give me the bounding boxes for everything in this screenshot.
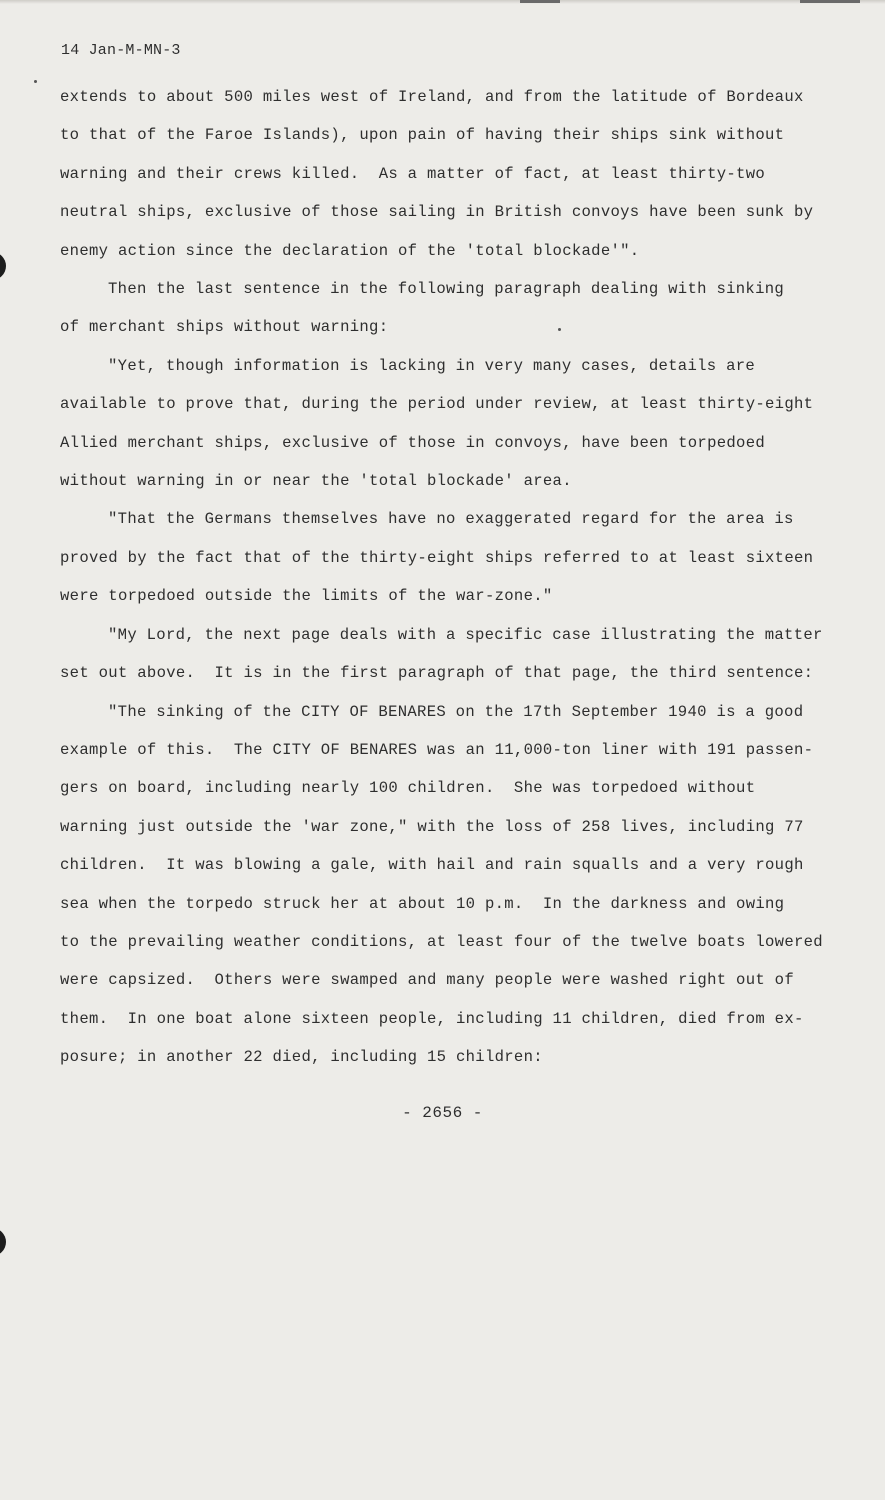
page-number: - 2656 -: [402, 1104, 483, 1122]
text-line: Then the last sentence in the following paragraph dealing with sinking: [108, 280, 785, 299]
text-line: sea when the torpedo struck her at about 10 p.m. In the darkness and owing: [60, 894, 785, 913]
text-line: "That the Germans themselves have no exaggerated regard for the area is: [108, 510, 794, 529]
text-line: "Yet, though information is lacking in very many cases, details are: [108, 356, 756, 375]
text-line: them. In one boat alone sixteen people, including 11 children, died from ex-: [60, 1009, 804, 1028]
text-line: proved by the fact that of the thirty-eight ships referred to at least sixteen: [60, 548, 814, 567]
text-line: enemy action since the declaration of the 'total blockade'".: [60, 241, 640, 260]
stray-mark: [34, 80, 37, 83]
punch-hole: [0, 1228, 6, 1256]
text-line: "The sinking of the CITY OF BENARES on the 17th September 1940 is a good: [108, 702, 804, 721]
text-line: Allied merchant ships, exclusive of those in convoys, have been torpedoed: [60, 433, 766, 452]
text-line: of merchant ships without warning:: [60, 318, 389, 337]
text-line: warning just outside the 'war zone," with the loss of 258 lives, including 77: [60, 817, 804, 836]
text-line: available to prove that, during the period under review, at least thirty-eight: [60, 395, 814, 414]
text-line: posure; in another 22 died, including 15 children:: [60, 1048, 543, 1067]
top-edge-mark: [520, 0, 560, 3]
text-line: extends to about 500 miles west of Ireland, and from the latitude of Bordeaux: [60, 88, 804, 106]
text-line: set out above. It is in the first paragraph of that page, the third sentence:: [60, 664, 814, 683]
text-line: gers on board, including nearly 100 children. She was torpedoed without: [60, 779, 756, 798]
top-edge-mark: [800, 0, 860, 3]
document-reference: 14 Jan-M-MN-3: [61, 42, 181, 59]
page-top-edge: [0, 0, 885, 4]
text-line: were torpedoed outside the limits of the war-zone.": [60, 587, 553, 606]
text-line: to that of the Faroe Islands), upon pain of having their ships sink without: [60, 126, 785, 145]
punch-hole: [0, 252, 6, 280]
document-body: [60, 78, 850, 1077]
text-line: warning and their crews killed. As a matter of fact, at least thirty-two: [60, 164, 766, 183]
text-line: to the prevailing weather conditions, at least four of the twelve boats lowered: [60, 932, 823, 951]
text-line: example of this. The CITY OF BENARES was an 11,000-ton liner with 191 passen-: [60, 740, 814, 759]
text-line: children. It was blowing a gale, with hail and rain squalls and a very rough: [60, 856, 804, 875]
text-line: without warning in or near the 'total blockade' area.: [60, 472, 572, 491]
text-line: neutral ships, exclusive of those sailing in British convoys have been sunk by: [60, 203, 814, 222]
text-line: were capsized. Others were swamped and many people were washed right out of: [60, 971, 794, 990]
text-line: "My Lord, the next page deals with a specific case illustrating the matter: [108, 625, 823, 644]
